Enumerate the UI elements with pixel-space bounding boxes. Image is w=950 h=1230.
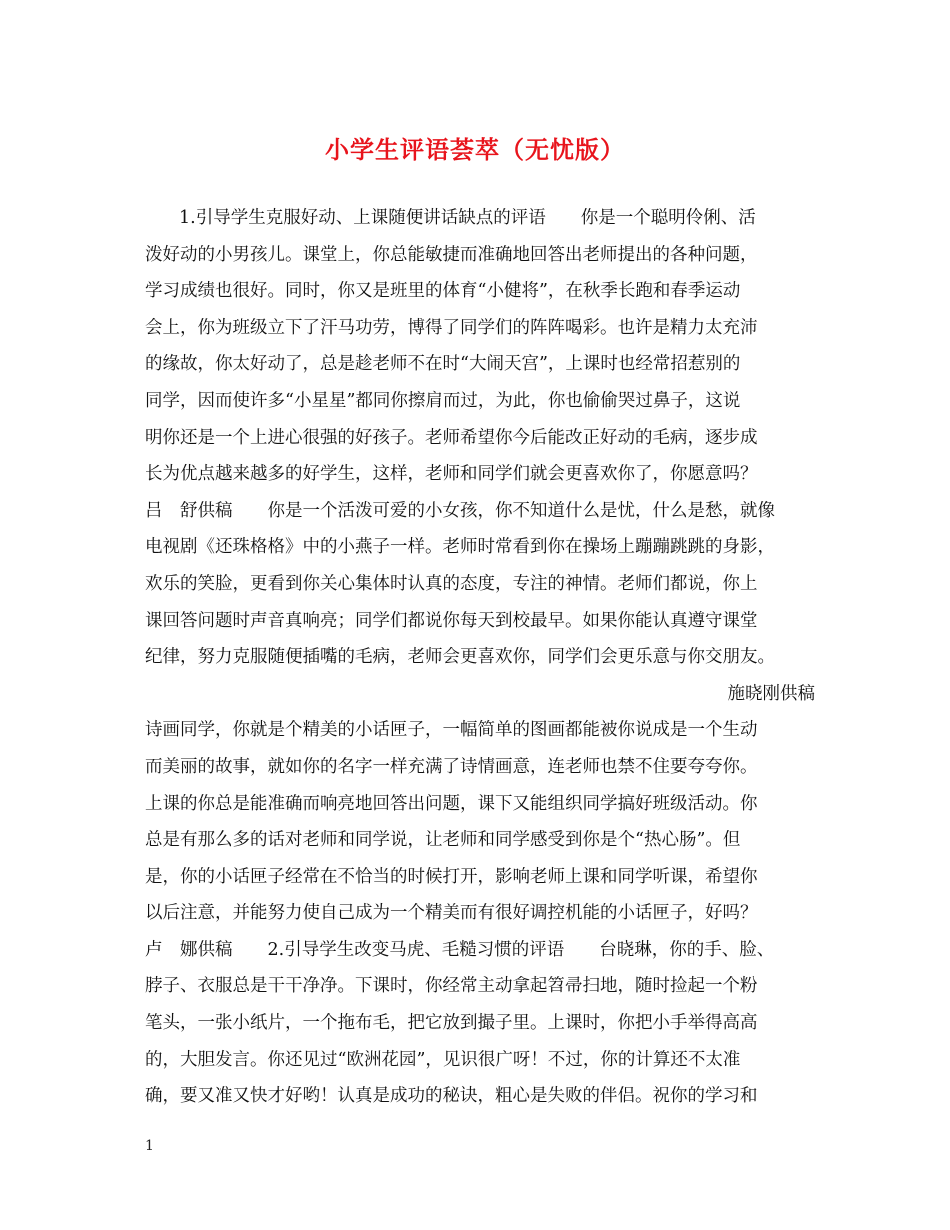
author-credit: 施晓刚供稿	[727, 683, 815, 704]
text-line: 1.引导学生克服好动、上课随便讲话缺点的评语 你是一个聪明伶俐、活	[179, 208, 756, 228]
text-line: 是，你的小话匣子经常在不恰当的时候打开，影响老师上课和同学听课，希望你	[145, 866, 758, 887]
text-line: 明你还是一个上进心很强的好孩子。老师希望你今后能改正好动的毛病，逐步成	[145, 427, 758, 448]
document-body	[145, 200, 815, 1115]
text-line: 而美丽的故事，就如你的名字一样充满了诗情画意，连老师也禁不住要夸夸你。	[145, 756, 758, 777]
document-title: 小学生评语荟萃（无忧版）	[325, 135, 625, 164]
text-line: 课回答问题时声音真响亮；同学们都说你每天到校最早。如果你能认真遵守课堂	[145, 610, 758, 631]
text-line: 学习成绩也很好。同时，你又是班里的体育“小健将”，在秋季长跑和春季运动	[145, 281, 741, 302]
page-number: 1	[145, 1138, 154, 1154]
text-line: 同学，因而使许多“小星星”都同你擦肩而过，为此，你也偷偷哭过鼻子，这说	[145, 390, 741, 411]
text-line: 笔头，一张小纸片，一个拖布毛，把它放到撮子里。上课时，你把小手举得高高	[145, 1013, 758, 1034]
text-line: 的，大胆发言。你还见过“欧洲花园”，见识很广呀！不过，你的计算还不太准	[145, 1049, 741, 1070]
text-line: 会上，你为班级立下了汗马功劳，博得了同学们的阵阵喝彩。也许是精力太充沛	[145, 317, 758, 338]
text-line: 泼好动的小男孩儿。课堂上，你总能敏捷而准确地回答出老师提出的各种问题，	[145, 244, 758, 265]
text-line: 以后注意，并能努力使自己成为一个精美而有很好调控机能的小话匣子，好吗？	[145, 903, 758, 924]
text-line: 纪律，努力克服随便插嘴的毛病，老师会更喜欢你，同学们会更乐意与你交朋友。	[145, 647, 775, 668]
text-line: 欢乐的笑脸，更看到你关心集体时认真的态度，专注的神情。老师们都说，你上	[145, 573, 758, 594]
text-line: 脖子、衣服总是干干净净。下课时，你经常主动拿起笤帚扫地，随时捡起一个粉	[145, 976, 758, 997]
text-line: 卢 娜供稿 2.引导学生改变马虎、毛糙习惯的评语 台晓琳，你的手、脸、	[145, 939, 775, 960]
text-line: 吕 舒供稿 你是一个活泼可爱的小女孩，你不知道什么是忧，什么是愁，就像	[145, 500, 775, 521]
text-line: 确，要又准又快才好哟！认真是成功的秘诀，粗心是失败的伴侣。祝你的学习和	[145, 1086, 758, 1107]
text-line: 的缘故，你太好动了，总是趁老师不在时“大闹天宫”，上课时也经常招惹别的	[145, 354, 741, 375]
text-line: 上课的你总是能准确而响亮地回答出问题，课下又能组织同学搞好班级活动。你	[145, 793, 758, 814]
text-line: 长为优点越来越多的好学生，这样，老师和同学们就会更喜欢你了，你愿意吗？	[145, 464, 758, 485]
text-line: 电视剧《还珠格格》中的小燕子一样。老师时常看到你在操场上蹦蹦跳跳的身影，	[145, 537, 775, 558]
text-line: 诗画同学，你就是个精美的小话匣子，一幅简单的图画都能被你说成是一个生动	[145, 720, 758, 741]
text-line: 总是有那么多的话对老师和同学说，让老师和同学感受到你是个“热心肠”。但	[145, 830, 741, 851]
